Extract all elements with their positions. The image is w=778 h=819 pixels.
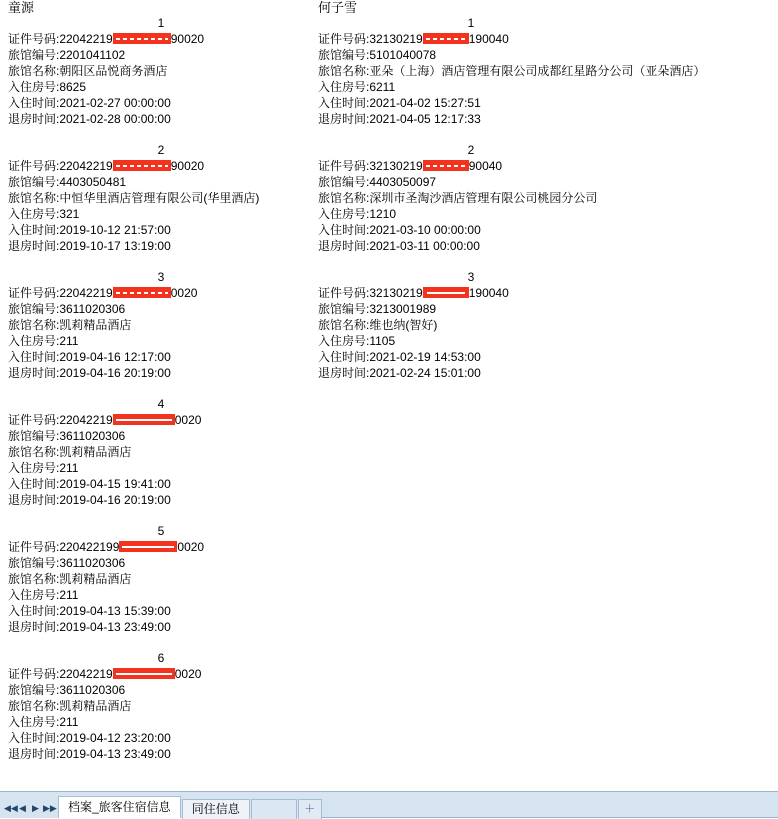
room-number-line: 入住房号:211 — [8, 461, 79, 475]
record-block — [8, 397, 314, 524]
id-number-line: 证件号码:22042219 90020 — [8, 32, 205, 46]
record-block — [318, 16, 706, 143]
hotel-name-line: 旅馆名称:凯莉精品酒店 — [8, 445, 132, 459]
row-spacer — [318, 254, 624, 270]
column-person-1 — [8, 0, 314, 778]
check-out-line: 退房时间:2021-04-05 12:17:33 — [318, 112, 481, 126]
record-block — [318, 143, 624, 270]
hotel-code-line: 旅馆编号:3611020306 — [8, 302, 126, 316]
sheet-tab-bar[interactable] — [0, 791, 778, 818]
row-spacer — [318, 127, 624, 143]
check-out-line: 退房时间:2019-04-16 20:19:00 — [8, 366, 171, 380]
check-in-line: 入住时间:2019-04-16 12:17:00 — [8, 350, 171, 364]
redaction-mark — [423, 287, 469, 298]
hotel-name-line: 旅馆名称:凯莉精品酒店 — [8, 572, 132, 586]
room-number-line: 入住房号:211 — [8, 588, 79, 602]
check-out-line: 退房时间:2019-10-17 13:19:00 — [8, 239, 171, 253]
hotel-code-line: 旅馆编号:3611020306 — [8, 556, 126, 570]
hotel-name-line: 旅馆名称:中恒华里酒店管理有限公司(华里酒店) — [8, 191, 260, 205]
room-number-line: 入住房号:8625 — [8, 80, 87, 94]
hotel-code-line: 旅馆编号:5101040078 — [318, 48, 437, 62]
row-spacer — [318, 381, 624, 397]
prev-sheet-icon[interactable]: ◀ — [19, 803, 26, 813]
check-in-line: 入住时间:2019-10-12 21:57:00 — [8, 223, 171, 237]
record-index: 3 — [157, 270, 165, 284]
record-index: 5 — [157, 524, 165, 538]
redaction-mark — [113, 668, 175, 679]
hotel-name-line: 旅馆名称:朝阳区品悦商务酒店 — [8, 64, 168, 78]
record-block — [8, 524, 314, 651]
record-index: 2 — [157, 143, 165, 157]
row-spacer — [8, 508, 314, 524]
row-spacer — [8, 381, 314, 397]
redaction-mark — [113, 287, 171, 298]
first-sheet-icon[interactable]: ◀◀ — [4, 803, 18, 813]
person-name: 童源 — [8, 0, 35, 15]
room-number-line: 入住房号:321 — [8, 207, 80, 221]
record-index: 1 — [467, 16, 475, 30]
check-in-line: 入住时间:2021-02-19 14:53:00 — [318, 350, 481, 364]
hotel-code-line: 旅馆编号:3611020306 — [8, 429, 126, 443]
id-number-line: 证件号码:220422199 0020 — [8, 540, 205, 554]
check-in-line: 入住时间:2019-04-15 19:41:00 — [8, 477, 171, 491]
check-in-line: 入住时间:2021-03-10 00:00:00 — [318, 223, 481, 237]
check-in-line: 入住时间:2019-04-13 15:39:00 — [8, 604, 171, 618]
check-in-line: 入住时间:2021-02-27 00:00:00 — [8, 96, 171, 110]
row-spacer — [8, 127, 314, 143]
hotel-code-line: 旅馆编号:3611020306 — [8, 683, 126, 697]
record-index: 6 — [157, 651, 165, 665]
row-spacer — [8, 635, 314, 651]
record-block — [8, 651, 314, 778]
id-number-line: 证件号码:32130219 190040 — [318, 32, 509, 46]
id-number-line: 证件号码:22042219 0020 — [8, 286, 198, 300]
redaction-mark — [119, 541, 177, 552]
tab-bar-filler — [322, 796, 778, 818]
hotel-name-line: 旅馆名称:凯莉精品酒店 — [8, 699, 132, 713]
check-out-line: 退房时间:2021-03-11 00:00:00 — [318, 239, 480, 253]
room-number-line: 入住房号:1105 — [318, 334, 396, 348]
room-number-line: 入住房号:6211 — [318, 80, 396, 94]
record-block — [8, 16, 314, 143]
id-number-line: 证件号码:22042219 0020 — [8, 667, 202, 681]
record-block — [8, 143, 314, 270]
check-out-line: 退房时间:2019-04-16 20:19:00 — [8, 493, 171, 507]
id-number-line: 证件号码:32130219 190040 — [318, 286, 509, 300]
room-number-line: 入住房号:211 — [8, 334, 79, 348]
hotel-code-line: 旅馆编号:3213001989 — [318, 302, 437, 316]
redaction-mark — [113, 33, 171, 44]
room-number-line: 入住房号:211 — [8, 715, 79, 729]
redaction-mark — [423, 33, 469, 44]
record-index: 3 — [467, 270, 475, 284]
redaction-mark — [423, 160, 469, 171]
sheet-tab[interactable] — [251, 799, 297, 819]
hotel-code-line: 旅馆编号:2201041102 — [8, 48, 126, 62]
hotel-code-line: 旅馆编号:4403050097 — [318, 175, 437, 189]
row-spacer — [8, 762, 314, 778]
hotel-name-line: 旅馆名称:凯莉精品酒店 — [8, 318, 132, 332]
check-out-line: 退房时间:2021-02-24 15:01:00 — [318, 366, 481, 380]
record-block — [8, 270, 314, 397]
hotel-code-line: 旅馆编号:4403050481 — [8, 175, 127, 189]
hotel-name-line: 旅馆名称:亚朵（上海）酒店管理有限公司成都红星路分公司（亚朵酒店） — [318, 64, 706, 78]
hotel-name-line: 旅馆名称:深圳市圣淘沙酒店管理有限公司桃园分公司 — [318, 191, 598, 205]
record-block — [318, 270, 624, 397]
record-index: 1 — [157, 16, 165, 30]
check-out-line: 退房时间:2019-04-13 23:49:00 — [8, 620, 171, 634]
check-in-line: 入住时间:2019-04-12 23:20:00 — [8, 731, 171, 745]
check-in-line: 入住时间:2021-04-02 15:27:51 — [318, 96, 481, 110]
id-number-line: 证件号码:32130219 90040 — [318, 159, 503, 173]
sheet-tab[interactable]: 同住信息 — [182, 799, 250, 819]
next-sheet-icon[interactable]: ▶ — [32, 803, 39, 813]
record-index: 4 — [157, 397, 165, 411]
record-index: 2 — [467, 143, 475, 157]
last-sheet-icon[interactable]: ▶▶ — [43, 803, 57, 813]
sheet-tab[interactable]: 档案_旅客住宿信息 — [58, 796, 181, 818]
redaction-mark — [113, 160, 171, 171]
row-spacer — [8, 254, 314, 270]
id-number-line: 证件号码:22042219 90020 — [8, 159, 205, 173]
check-out-line: 退房时间:2021-02-28 00:00:00 — [8, 112, 171, 126]
redaction-mark — [113, 414, 175, 425]
check-out-line: 退房时间:2019-04-13 23:49:00 — [8, 747, 171, 761]
sheet-nav-buttons[interactable] — [0, 803, 58, 818]
add-sheet-button[interactable]: ＋ — [298, 799, 322, 819]
hotel-name-line: 旅馆名称:维也纳(智好) — [318, 318, 438, 332]
room-number-line: 入住房号:1210 — [318, 207, 397, 221]
column-person-2 — [318, 0, 706, 397]
person-name: 何子雪 — [318, 0, 358, 15]
id-number-line: 证件号码:22042219 0020 — [8, 413, 202, 427]
